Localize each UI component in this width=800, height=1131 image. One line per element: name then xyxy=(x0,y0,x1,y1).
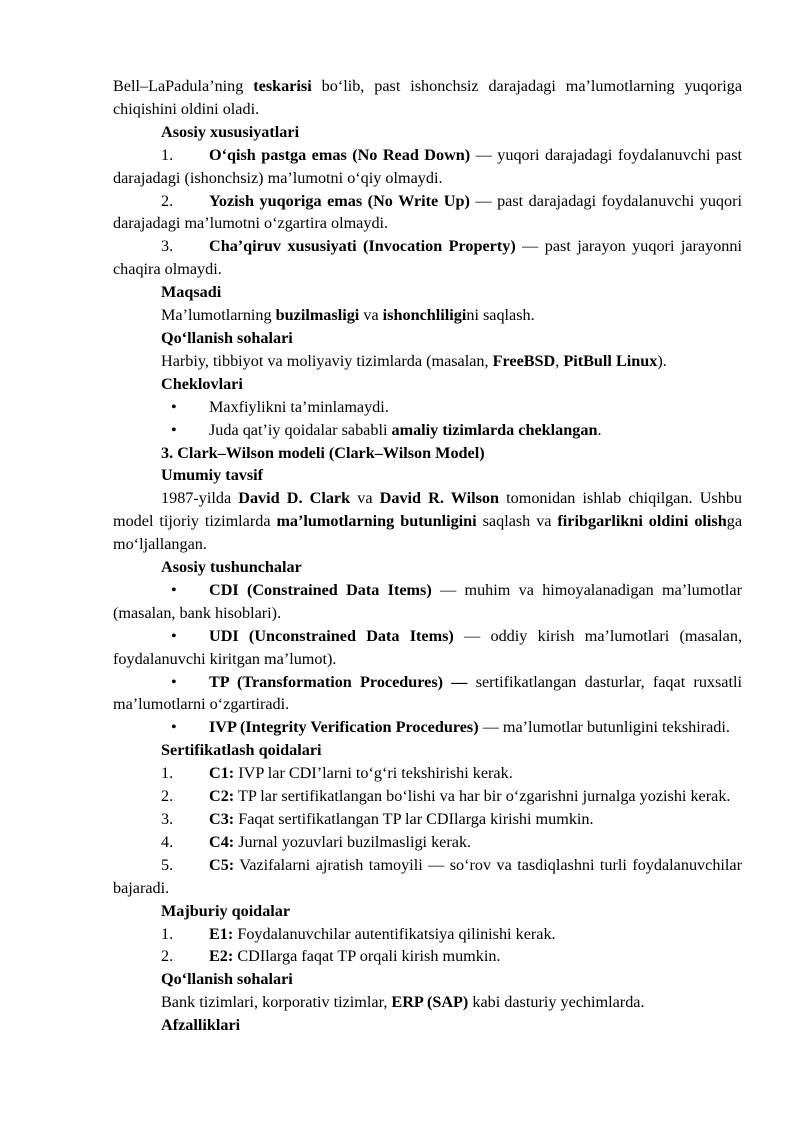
heading-maqsadi: Maqsadi xyxy=(161,283,222,302)
umumiy-paragraph: 1987-yilda David D. Clark va David R. Wilson tomonidan ishlab chiqilgan. Ushbu model tijoriy tizimlarda ma’lumotlarning butunligini saqlash va firibgarlikni oldini olishga mo‘ljallangan. xyxy=(113,489,743,554)
maqsad-paragraph: Ma’lumotlarning buzilmasligi va ishonchliligini saqlash. xyxy=(161,306,535,325)
heading-majburiy-qoidalar: Majburiy qoidalar xyxy=(161,901,291,920)
intro-paragraph: Bell–LaPadula’ning teskarisi bo‘lib, past ishonchsiz darajadagi ma’lumotlarning yuqoriga chiqishini oldini oladi. xyxy=(113,77,742,118)
list-item: • TP (Transformation Procedures) — sertifikatlangan dasturlar, faqat ruxsatli ma’lumotlarni o‘zgartiradi. xyxy=(113,672,742,714)
list-item: 4. C4: Jurnal yozuvlari buzilmasligi kerak. xyxy=(161,832,472,851)
heading-umumiy-tavsif: Umumiy tavsif xyxy=(161,466,264,485)
bullet-icon: • xyxy=(171,420,177,439)
list-item: • CDI (Constrained Data Items) — muhim va himoyalanadigan ma’lumotlar (masalan, bank hisoblari). xyxy=(113,580,742,622)
bullet-icon: • xyxy=(171,718,177,737)
heading-sertifikatlash-qoidalari: Sertifikatlash qoidalari xyxy=(161,741,322,760)
section-title-clark-wilson: 3. Clark–Wilson modeli (Clark–Wilson Model) xyxy=(161,443,485,462)
list-item: 2. E2: CDIlarga faqat TP orqali kirish mumkin. xyxy=(161,947,501,966)
list-item: 2. C2: TP lar sertifikatlangan bo‘lishi va har bir o‘zgarishni jurnalga yozishi kerak. xyxy=(161,787,731,806)
list-item: • UDI (Unconstrained Data Items) — oddiy kirish ma’lumotlari (masalan, foydalanuvchi kiritgan ma’lumot). xyxy=(113,626,742,668)
list-item: 3. C3: Faqat sertifikatlangan TP lar CDIlarga kirishi mumkin. xyxy=(161,810,594,828)
list-item: • Maxfiylikni ta’minlamaydi. xyxy=(113,396,742,419)
list-item: 1. E1: Foydalanuvchilar autentifikatsiya qilinishi kerak. xyxy=(161,924,556,943)
bullet-icon: • xyxy=(171,397,177,416)
qollanish-paragraph-2: Bank tizimlari, korporativ tizimlar, ERP (SAP) kabi dasturiy yechimlarda. xyxy=(161,993,645,1012)
list-item: • Juda qat’iy qoidalar sababli amaliy tizimlarda cheklangan. xyxy=(113,419,742,442)
heading-qollanish-sohalari-2: Qo‘llanish sohalari xyxy=(161,970,293,989)
heading-asosiy-tushunchalar: Asosiy tushunchalar xyxy=(161,558,302,577)
list-item: 2. Yozish yuqoriga emas (No Write Up) — past darajadagi foydalanuvchi yuqori darajadagi ma’lumotni o‘zgartira olmaydi. xyxy=(113,191,742,233)
bullet-icon: • xyxy=(171,626,177,645)
heading-afzalliklari: Afzalliklari xyxy=(161,1016,241,1035)
list-item: 1. C1: IVP lar CDI’larni to‘g‘ri tekshirishi kerak. xyxy=(161,764,513,783)
heading-qollanish-sohalari: Qo‘llanish sohalari xyxy=(161,328,293,347)
heading-cheklovlari: Cheklovlari xyxy=(161,374,243,393)
heading-asosiy-xususiyatlari: Asosiy xususiyatlari xyxy=(161,122,300,141)
list-item: 5. C5: Vazifalarni ajratish tamoyili — so‘rov va tasdiqlashni turli foydalanuvchilar bajaradi. xyxy=(113,855,742,897)
bullet-icon: • xyxy=(171,672,177,691)
list-item: 3. Cha’qiruv xususiyati (Invocation Property) — past jarayon yuqori jarayonni chaqira olmaydi. xyxy=(113,237,742,279)
list-item: 1. O‘qish pastga emas (No Read Down) — yuqori darajadagi foydalanuvchi past darajadagi (ishonchsiz) ma’lumotni o‘qiy olmaydi. xyxy=(113,145,742,187)
document-body xyxy=(113,75,742,1037)
qollanish-paragraph: Harbiy, tibbiyot va moliyaviy tizimlarda (masalan, FreeBSD, PitBull Linux). xyxy=(161,351,667,370)
list-item: • IVP (Integrity Verification Procedures) — ma’lumotlar butunligini tekshiradi. xyxy=(113,716,742,739)
bullet-icon: • xyxy=(171,580,177,599)
